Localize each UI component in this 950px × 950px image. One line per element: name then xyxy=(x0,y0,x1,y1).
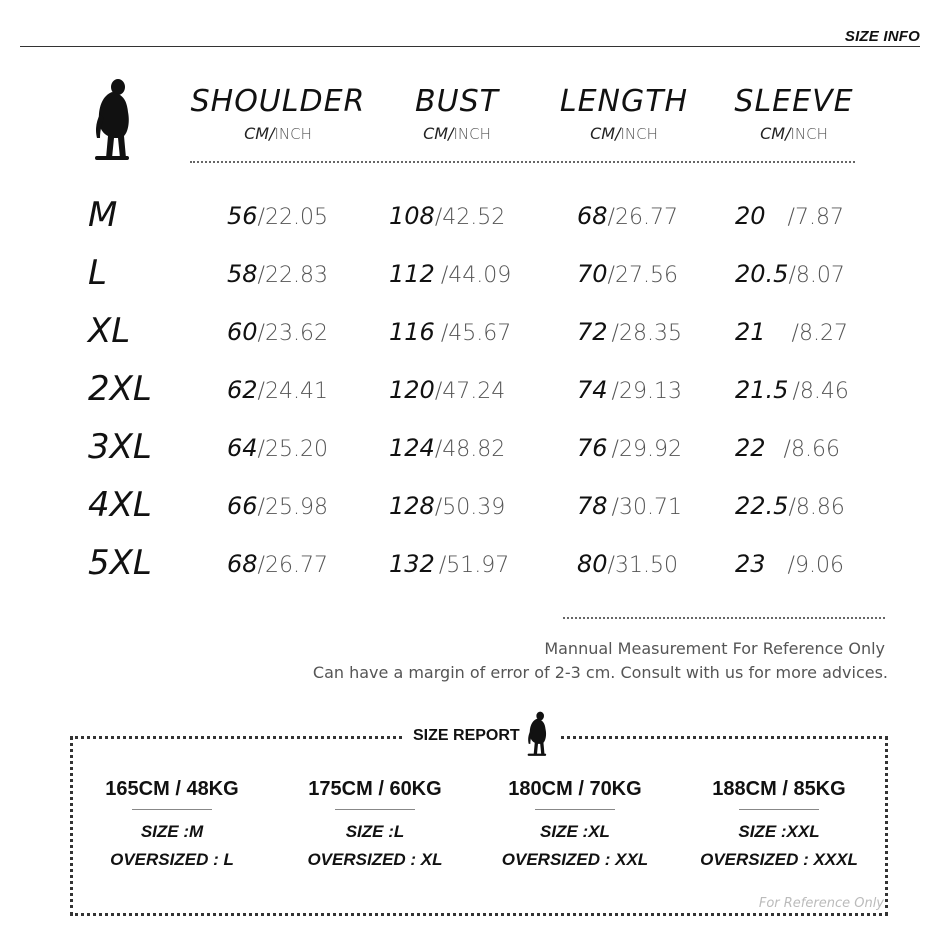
table-cell-length xyxy=(577,262,678,287)
table-cell-bust xyxy=(389,320,511,345)
size-report-title: SIZE REPORT xyxy=(413,727,520,744)
notes-dotted-divider xyxy=(563,617,885,619)
cell-inch: /27.56 xyxy=(607,263,678,288)
table-cell-shoulder xyxy=(227,378,328,403)
size-label: L xyxy=(88,253,107,293)
table-cell-sleeve xyxy=(735,204,844,229)
cell-cm: 21 xyxy=(735,318,766,346)
report-oversized: OVERSIZED : XL xyxy=(307,850,443,869)
table-cell-shoulder xyxy=(227,552,328,577)
report-oversized: OVERSIZED : L xyxy=(110,850,234,869)
ape-silhouette-icon xyxy=(526,711,550,761)
cell-cm: 68 xyxy=(227,550,258,578)
cell-inch: /8.07 xyxy=(788,263,845,288)
report-oversized: OVERSIZED : XXL xyxy=(501,850,649,869)
unit-inch: INCH xyxy=(790,125,828,143)
size-report-header xyxy=(405,722,558,750)
cell-cm: 22.5 xyxy=(735,492,789,520)
cell-cm: 112 xyxy=(389,260,435,288)
column-header-length xyxy=(550,84,698,143)
size-label: 2XL xyxy=(88,369,152,409)
cell-inch: /8.66 xyxy=(783,437,840,462)
column-header-bust xyxy=(392,84,522,143)
cell-cm: 68 xyxy=(577,202,608,230)
cell-cm: 108 xyxy=(389,202,435,230)
cell-inch: /50.39 xyxy=(434,495,506,520)
column-unit xyxy=(188,124,368,143)
unit-inch: INCH xyxy=(274,125,312,143)
cell-inch: /8.86 xyxy=(788,495,845,520)
table-cell-length xyxy=(577,378,682,403)
measurement-note: Mannual Measurement For Reference Only xyxy=(544,639,885,658)
table-cell-sleeve xyxy=(735,262,845,287)
column-header-sleeve xyxy=(728,84,860,143)
cell-inch: /51.97 xyxy=(438,553,510,578)
unit-cm: CM xyxy=(590,124,616,143)
report-size: SIZE :XXL xyxy=(738,822,820,841)
reference-footnote: For Reference Only xyxy=(758,896,884,911)
table-cell-bust xyxy=(389,494,505,519)
report-size: SIZE :XL xyxy=(540,822,610,841)
cell-cm: 120 xyxy=(389,376,435,404)
table-cell-sleeve xyxy=(735,320,848,345)
report-size: SIZE :M xyxy=(140,822,204,841)
cell-cm: 21.5 xyxy=(735,376,789,404)
table-cell-length xyxy=(577,204,678,229)
cell-inch: /29.92 xyxy=(611,437,682,462)
cell-inch: /28.35 xyxy=(611,321,682,346)
cell-cm: 56 xyxy=(227,202,258,230)
table-cell-length xyxy=(577,552,678,577)
unit-sep: / xyxy=(785,124,791,143)
table-cell-bust xyxy=(389,436,505,461)
cell-cm: 70 xyxy=(577,260,608,288)
report-body-measure: 165CM / 48KG xyxy=(105,778,239,800)
cell-inch: /22.05 xyxy=(257,205,328,230)
size-label: 3XL xyxy=(88,427,152,467)
table-cell-shoulder xyxy=(227,494,328,519)
cell-cm: 78 xyxy=(577,492,608,520)
size-report-item xyxy=(684,778,874,870)
cell-inch: /25.98 xyxy=(257,495,328,520)
cell-cm: 66 xyxy=(227,492,258,520)
report-body-measure: 175CM / 60KG xyxy=(308,778,442,800)
unit-sep: / xyxy=(448,124,454,143)
cell-cm: 23 xyxy=(735,550,766,578)
report-underline xyxy=(132,809,212,810)
cell-inch: /44.09 xyxy=(440,263,512,288)
cell-cm: 20 xyxy=(735,202,766,230)
table-cell-sleeve xyxy=(735,552,844,577)
cell-cm: 64 xyxy=(227,434,258,462)
cell-cm: 80 xyxy=(577,550,608,578)
cell-inch: /26.77 xyxy=(257,553,328,578)
column-unit xyxy=(392,124,522,143)
cell-inch: /47.24 xyxy=(434,379,506,404)
report-oversized: OVERSIZED : XXXL xyxy=(700,850,858,869)
table-cell-shoulder xyxy=(227,320,328,345)
table-cell-sleeve xyxy=(735,378,849,403)
column-title: LENGTH xyxy=(559,84,689,119)
size-label: 5XL xyxy=(88,543,152,583)
cell-inch: /25.20 xyxy=(257,437,328,462)
cell-inch: /9.06 xyxy=(787,553,844,578)
ape-silhouette-icon xyxy=(92,78,136,162)
cell-cm: 128 xyxy=(389,492,435,520)
table-cell-bust xyxy=(389,378,505,403)
cell-inch: /31.50 xyxy=(607,553,678,578)
table-cell-bust xyxy=(389,552,509,577)
table-cell-sleeve xyxy=(735,494,845,519)
column-title: SLEEVE xyxy=(734,84,854,119)
cell-inch: /45.67 xyxy=(440,321,512,346)
report-underline xyxy=(739,809,819,810)
column-unit xyxy=(550,124,698,143)
cell-cm: 124 xyxy=(389,434,435,462)
unit-cm: CM xyxy=(423,124,449,143)
unit-cm: CM xyxy=(244,124,270,143)
table-cell-length xyxy=(577,436,682,461)
column-title: SHOULDER xyxy=(190,84,366,119)
column-unit xyxy=(728,124,860,143)
cell-cm: 22 xyxy=(735,434,766,462)
cell-cm: 76 xyxy=(577,434,608,462)
column-title: BUST xyxy=(415,84,499,119)
table-cell-length xyxy=(577,494,682,519)
cell-inch: /7.87 xyxy=(787,205,844,230)
size-report-item xyxy=(280,778,470,870)
cell-cm: 58 xyxy=(227,260,258,288)
size-label: M xyxy=(88,195,118,235)
size-report-item xyxy=(480,778,670,870)
unit-sep: / xyxy=(615,124,621,143)
report-underline xyxy=(535,809,615,810)
cell-inch: /8.27 xyxy=(791,321,848,346)
report-body-measure: 188CM / 85KG xyxy=(712,778,846,800)
size-report-item xyxy=(77,778,267,870)
unit-inch: INCH xyxy=(453,125,491,143)
unit-cm: CM xyxy=(760,124,786,143)
cell-inch: /42.52 xyxy=(434,205,506,230)
table-cell-shoulder xyxy=(227,204,328,229)
table-cell-bust xyxy=(389,204,505,229)
cell-cm: 116 xyxy=(389,318,435,346)
cell-inch: /23.62 xyxy=(257,321,328,346)
cell-cm: 60 xyxy=(227,318,258,346)
unit-sep: / xyxy=(269,124,275,143)
cell-inch: /22.83 xyxy=(257,263,328,288)
cell-inch: /24.41 xyxy=(257,379,328,404)
cell-cm: 72 xyxy=(577,318,608,346)
table-cell-shoulder xyxy=(227,436,328,461)
table-cell-shoulder xyxy=(227,262,328,287)
margin-note: Can have a margin of error of 2-3 cm. Consult with us for more advices. xyxy=(312,663,888,682)
table-cell-bust xyxy=(389,262,511,287)
header-divider xyxy=(20,46,920,47)
header-dotted-divider xyxy=(190,161,855,163)
cell-inch: /26.77 xyxy=(607,205,678,230)
column-header-shoulder xyxy=(188,84,368,143)
cell-inch: /30.71 xyxy=(611,495,682,520)
cell-inch: /48.82 xyxy=(434,437,506,462)
cell-cm: 62 xyxy=(227,376,258,404)
cell-inch: /29.13 xyxy=(611,379,682,404)
cell-cm: 20.5 xyxy=(735,260,789,288)
report-body-measure: 180CM / 70KG xyxy=(508,778,642,800)
report-underline xyxy=(335,809,415,810)
report-size: SIZE :L xyxy=(345,822,405,841)
cell-inch: /8.46 xyxy=(792,379,849,404)
size-label: 4XL xyxy=(88,485,152,525)
unit-inch: INCH xyxy=(620,125,658,143)
page-title: SIZE INFO xyxy=(844,28,920,45)
table-cell-length xyxy=(577,320,682,345)
size-label: XL xyxy=(88,311,131,351)
cell-cm: 132 xyxy=(389,550,435,578)
cell-cm: 74 xyxy=(577,376,608,404)
table-cell-sleeve xyxy=(735,436,840,461)
